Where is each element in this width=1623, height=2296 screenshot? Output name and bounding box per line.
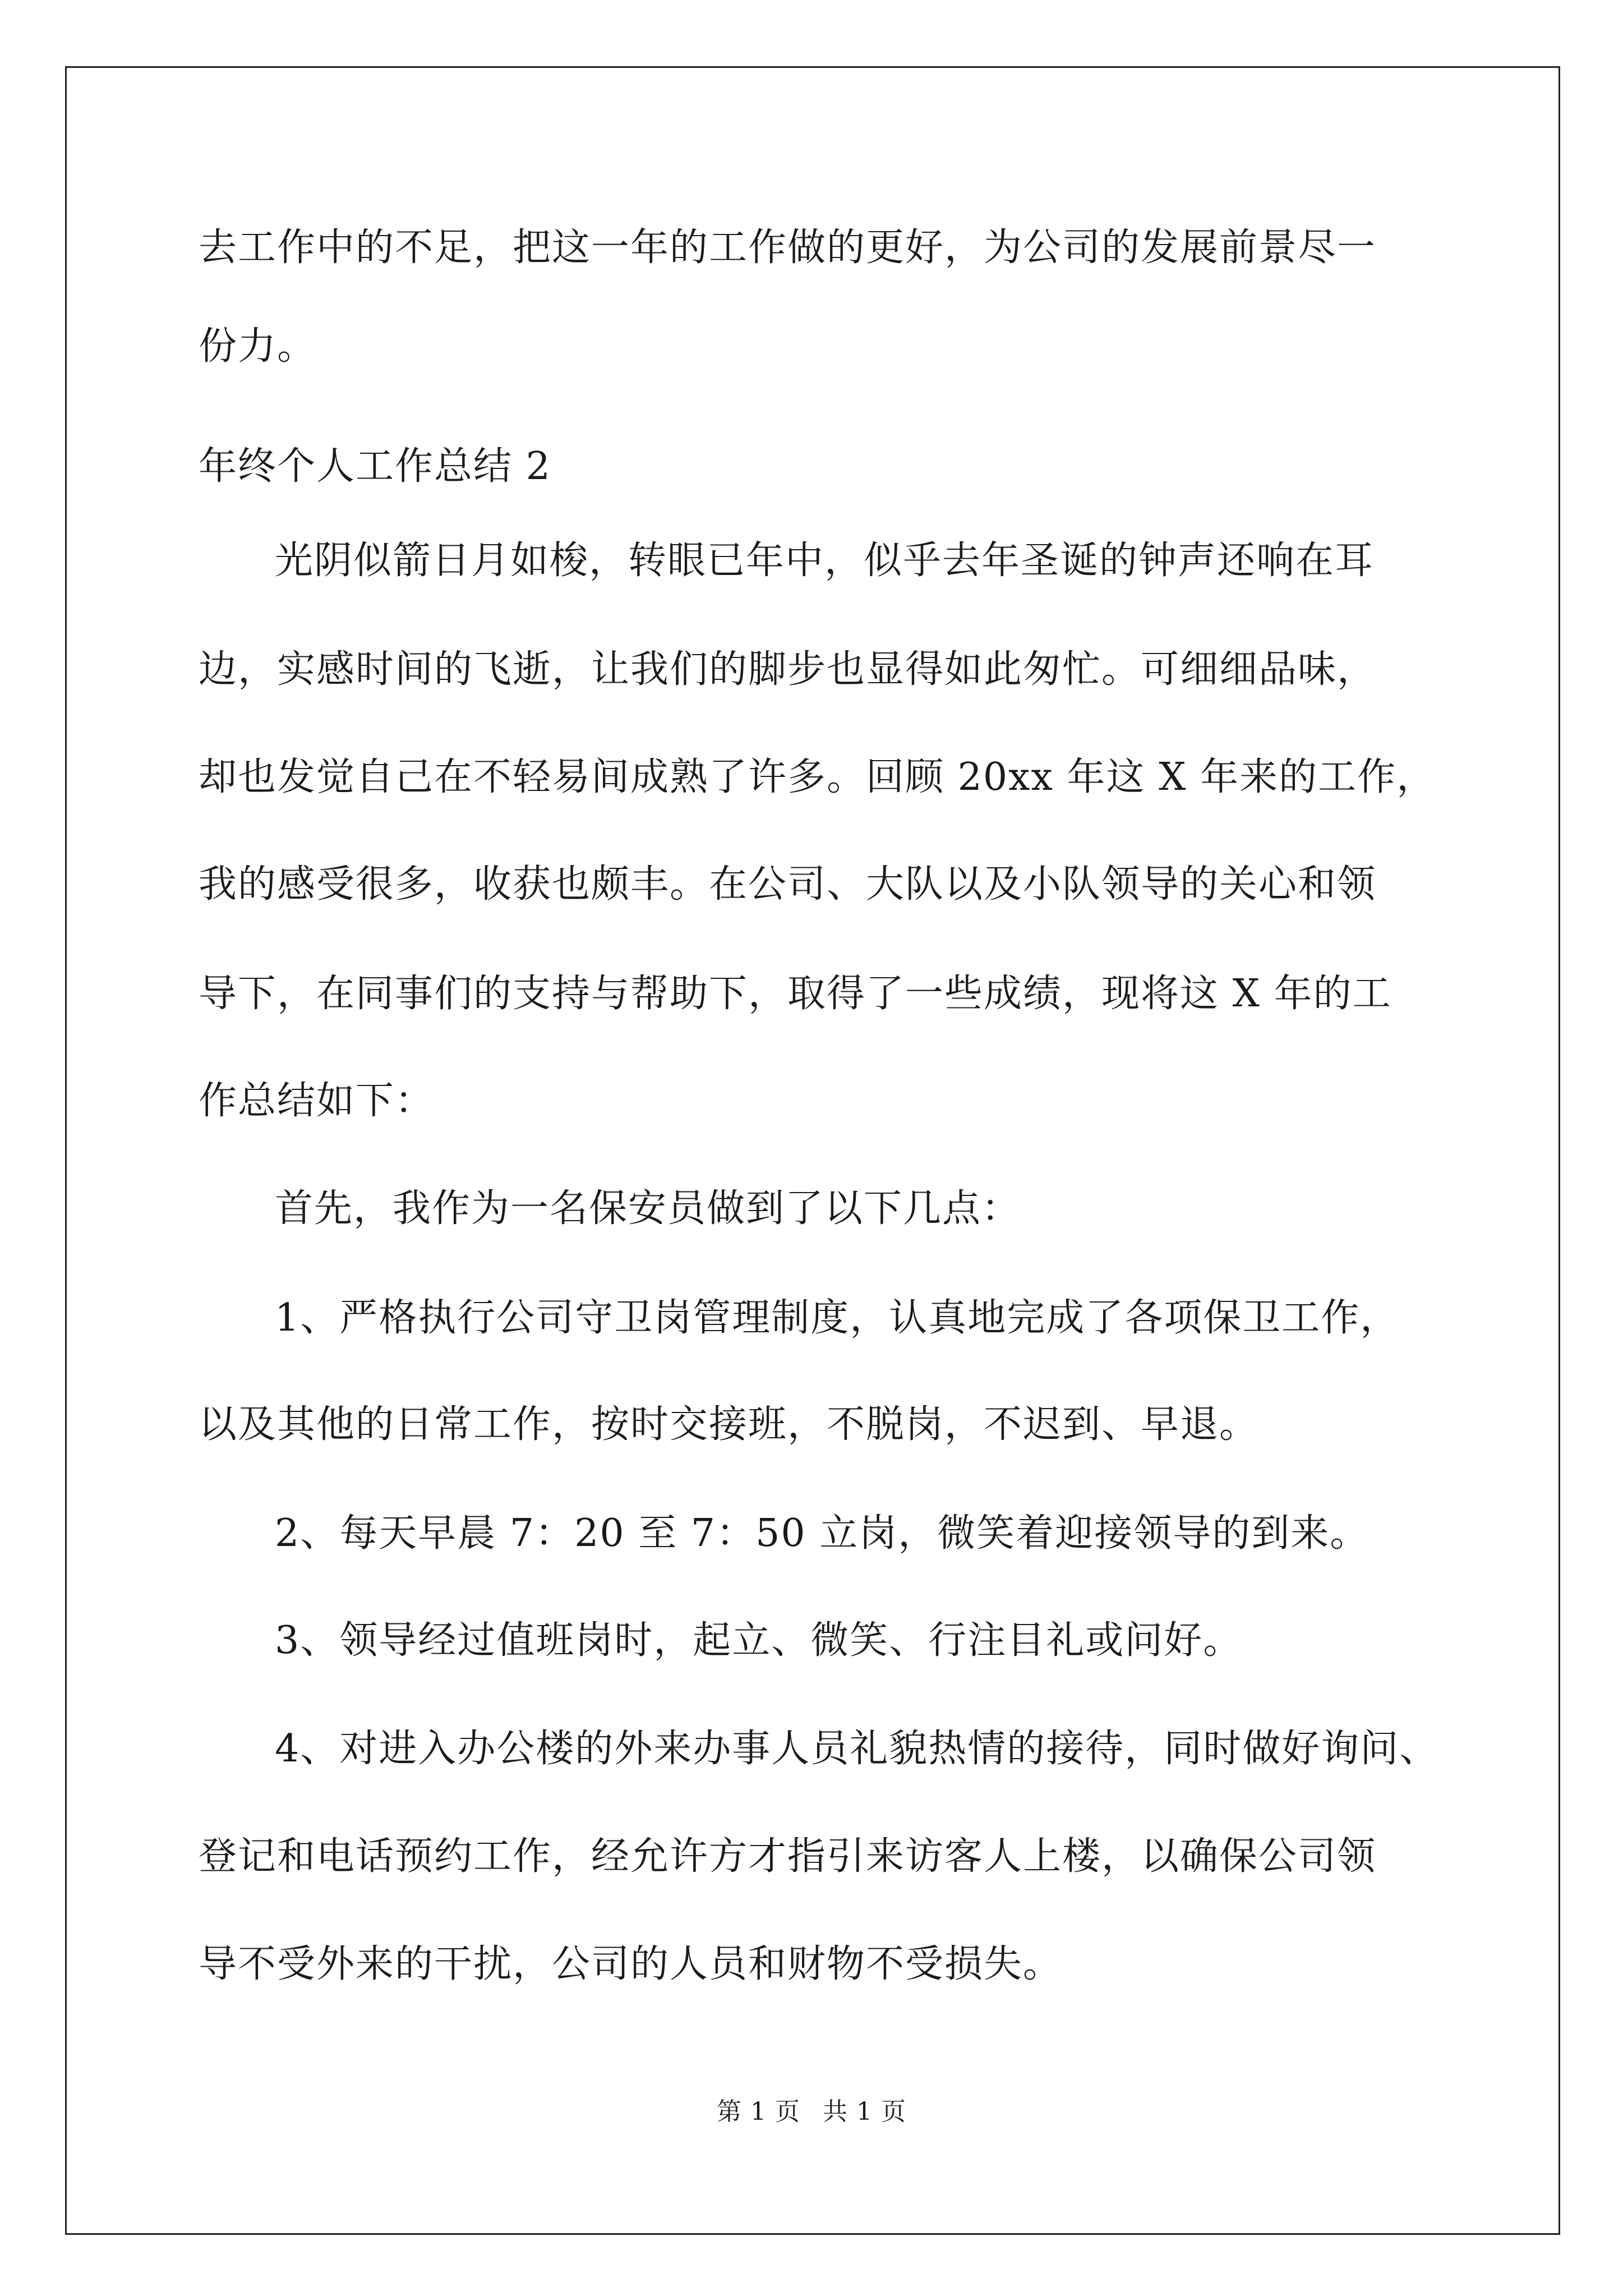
paragraph-line: 光阴似箭日月如梭，转眼已年中，似乎去年圣诞的钟声还响在耳 — [275, 539, 1375, 583]
page-border — [65, 66, 1560, 2235]
paragraph-line: 份力。 — [199, 324, 317, 369]
list-item: 1、严格执行公司守卫岗管理制度，认真地完成了各项保卫工作， — [275, 1296, 1400, 1340]
paragraph-line: 边，实感时间的飞逝，让我们的脚步也显得如此匆忙。可细细品味， — [199, 647, 1377, 692]
page-total: 共 1 页 — [823, 2097, 906, 2126]
paragraph-line: 我的感受很多，收获也颇丰。在公司、大队以及小队领导的关心和领 — [199, 862, 1377, 907]
paragraph-line: 以及其他的日常工作，按时交接班，不脱岗，不迟到、早退。 — [199, 1402, 1259, 1447]
list-item: 4、对进入办公楼的外来办事人员礼貌热情的接待，同时做好询问、 — [275, 1727, 1439, 1771]
paragraph-line: 导下，在同事们的支持与帮助下，取得了一些成绩，现将这 X 年的工 — [199, 972, 1392, 1016]
paragraph-line: 去工作中的不足，把这一年的工作做的更好，为公司的发展前景尽一 — [199, 226, 1377, 270]
paragraph-line: 却也发觉自己在不轻易间成熟了许多。回顾 20xx 年这 X 年来的工作， — [199, 755, 1436, 799]
page-number: 第 1 页 — [717, 2097, 800, 2126]
page-footer — [0, 2095, 1623, 2129]
paragraph-line: 作总结如下： — [199, 1079, 435, 1123]
paragraph-line: 首先，我作为一名保安员做到了以下几点： — [275, 1186, 1021, 1231]
section-heading: 年终个人工作总结 2 — [199, 444, 551, 489]
paragraph-line: 导不受外来的干扰，公司的人员和财物不受损失。 — [199, 1942, 1063, 1986]
list-item: 3、领导经过值班岗时，起立、微笑、行注目礼或问好。 — [275, 1618, 1243, 1663]
paragraph-line: 登记和电话预约工作，经允许方才指引来访客人上楼，以确保公司领 — [199, 1834, 1377, 1879]
list-item: 2、每天早晨 7：20 至 7：50 立岗，微笑着迎接领导的到来。 — [275, 1511, 1370, 1556]
